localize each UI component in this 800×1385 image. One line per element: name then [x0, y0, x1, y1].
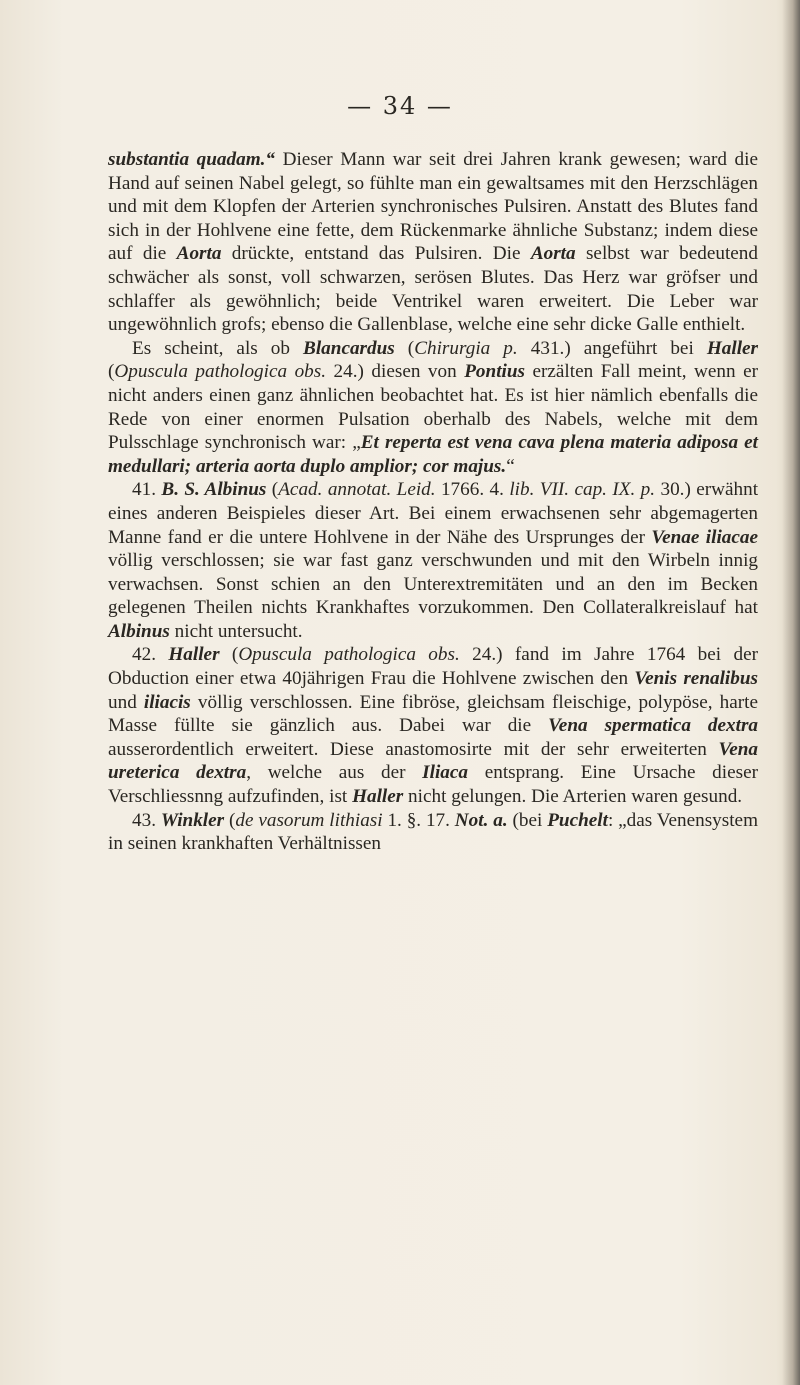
text-segment: selbst war bedeutend schwächer als sonst, voll schwarzen, serösen Blutes. Das Herz war gröfser und schlaffer als gewöhnlich; beide Ventrikel waren erweitert. Die Leber war ungewöhnlich grofs; ebenso die Gallenblase, welche eine sehr dicke Galle enthielt. — [108, 243, 758, 336]
text-segment: Vena spermatica dextra — [548, 715, 758, 737]
text-segment: Puchelt — [547, 809, 608, 831]
paragraph-1 — [108, 148, 758, 337]
text-segment: Iliaca — [422, 762, 469, 784]
text-segment: Venis renalibus — [634, 668, 758, 690]
text-segment: Haller — [352, 786, 404, 808]
text-segment: iliacis — [143, 691, 191, 713]
paragraph-3 — [108, 478, 758, 643]
text-segment: entsprang. Eine Ursache dieser Verschliessnng aufzufinden, ist — [108, 762, 758, 808]
text-segment: Pontius — [464, 361, 525, 383]
text-segment: erzälten Fall meint, wenn er nicht anders einen ganz ähnlichen beobachtet hat. Es ist hier nämlich ebenfalls die Rede von einer enormen Pulsation oberhalb des Nabels, welche mit dem Pulsschlage synchronisch war: „ — [108, 361, 758, 454]
text-segment: drückte, entstand das Pulsiren. Die — [221, 243, 531, 265]
text-segment: und — [108, 691, 144, 713]
text-segment: Et reperta est vena cava plena materia adiposa et medullari; arteria aorta duplo amplior; cor majus. — [108, 432, 758, 477]
text-segment: B. S. Albinus — [161, 479, 267, 501]
text-segment: ausserordentlich erweitert. Diese anastomosirte mit der sehr erweiterten — [108, 738, 719, 760]
page-number: — 34 — — [347, 92, 453, 120]
text-segment: Aorta — [176, 243, 222, 265]
text-segment: ( — [394, 337, 415, 359]
text-segment: Acad. annotat. Leid. — [278, 479, 436, 501]
text-segment: Opuscula pathologica obs. — [114, 361, 327, 383]
text-segment: Haller — [706, 337, 759, 359]
text-segment: , welche aus der — [246, 762, 423, 784]
text-segment: ( — [219, 644, 239, 666]
text-segment: Albinus — [108, 620, 170, 642]
text-segment: substantia quadam.“ — [108, 149, 276, 170]
text-segment: ( — [266, 479, 279, 501]
text-segment: 24.) fand im Jahre 1764 bei der Obduction einer etwa 40jährigen Frau die Hohlvene zwischen den — [108, 644, 758, 690]
text-segment: nicht gelungen. Die Arterien waren gesund. — [403, 786, 743, 808]
text-segment: Es scheint, als ob — [132, 337, 304, 359]
text-segment: lib. VII. cap. IX. p. — [509, 479, 656, 501]
text-segment: 1766. 4. — [435, 479, 510, 501]
paragraph-5 — [108, 809, 758, 856]
text-segment: Opuscula pathologica obs. — [238, 644, 460, 666]
text-segment: de vasorum lithiasi — [235, 809, 383, 831]
text-segment: 41. — [132, 479, 162, 501]
body-text — [108, 148, 758, 856]
text-segment: Blancardus — [303, 337, 395, 359]
text-segment: 431.) angeführt bei — [517, 337, 707, 359]
text-segment: nicht untersucht. — [169, 620, 303, 642]
text-segment: “ — [506, 455, 515, 477]
text-segment: 24.) diesen von — [326, 361, 465, 383]
text-segment: völlig verschlossen; sie war fast ganz verschwunden und mit den Wirbeln innig verwachsen. Sonst schien an den Unterextremitäten und an den im Becken gelegenen Theilen nichts Krankhaftes vorzukommen. Den Collateralkreislauf hat — [108, 550, 758, 619]
text-segment: Dieser Mann war seit drei Jahren krank gewesen; ward die Hand auf seinen Nabel gelegt, so fühlte man ein gewaltsames mit den Herzschlägen und mit dem Klopfen der Arterien synchronisches Pulsiren. Anstatt des Blutes fand sich in der Hohlvene eine fette, dem Rückenmarke ähnliche Substanz; indem diese auf die — [108, 149, 758, 265]
text-segment: Not. a. — [454, 809, 508, 831]
paragraph-2 — [108, 337, 758, 479]
paragraph-4 — [108, 643, 758, 808]
text-segment: ( — [224, 809, 236, 831]
text-segment: 30.) erwähnt eines anderen Beispieles dieser Art. Bei einem erwachsenen sehr abgemagerten Manne fand er die untere Hohlvene in der Nähe des Ursprunges der — [108, 479, 759, 548]
text-segment: Vena ureterica dextra — [108, 738, 758, 784]
text-segment: 42. — [132, 644, 169, 666]
text-segment: 43. — [132, 809, 161, 831]
text-segment: Haller — [168, 644, 220, 666]
text-segment: völlig verschlossen. Eine fibröse, gleichsam fleischige, polypöse, harte Masse füllte sie gänzlich aus. Dabei war die — [108, 691, 758, 737]
page-edge-shadow — [782, 0, 800, 1385]
text-segment: ( — [108, 361, 115, 383]
text-segment: Venae iliacae — [651, 526, 758, 548]
text-segment: Winkler — [160, 809, 225, 831]
text-segment: Aorta — [530, 243, 576, 265]
text-segment: : „das Venensystem in seinen krankhaften Verhältnissen — [108, 809, 758, 855]
text-segment: 1. §. 17. — [382, 809, 455, 831]
text-segment: (bei — [507, 809, 548, 831]
text-segment: Chirurgia p. — [414, 337, 518, 359]
